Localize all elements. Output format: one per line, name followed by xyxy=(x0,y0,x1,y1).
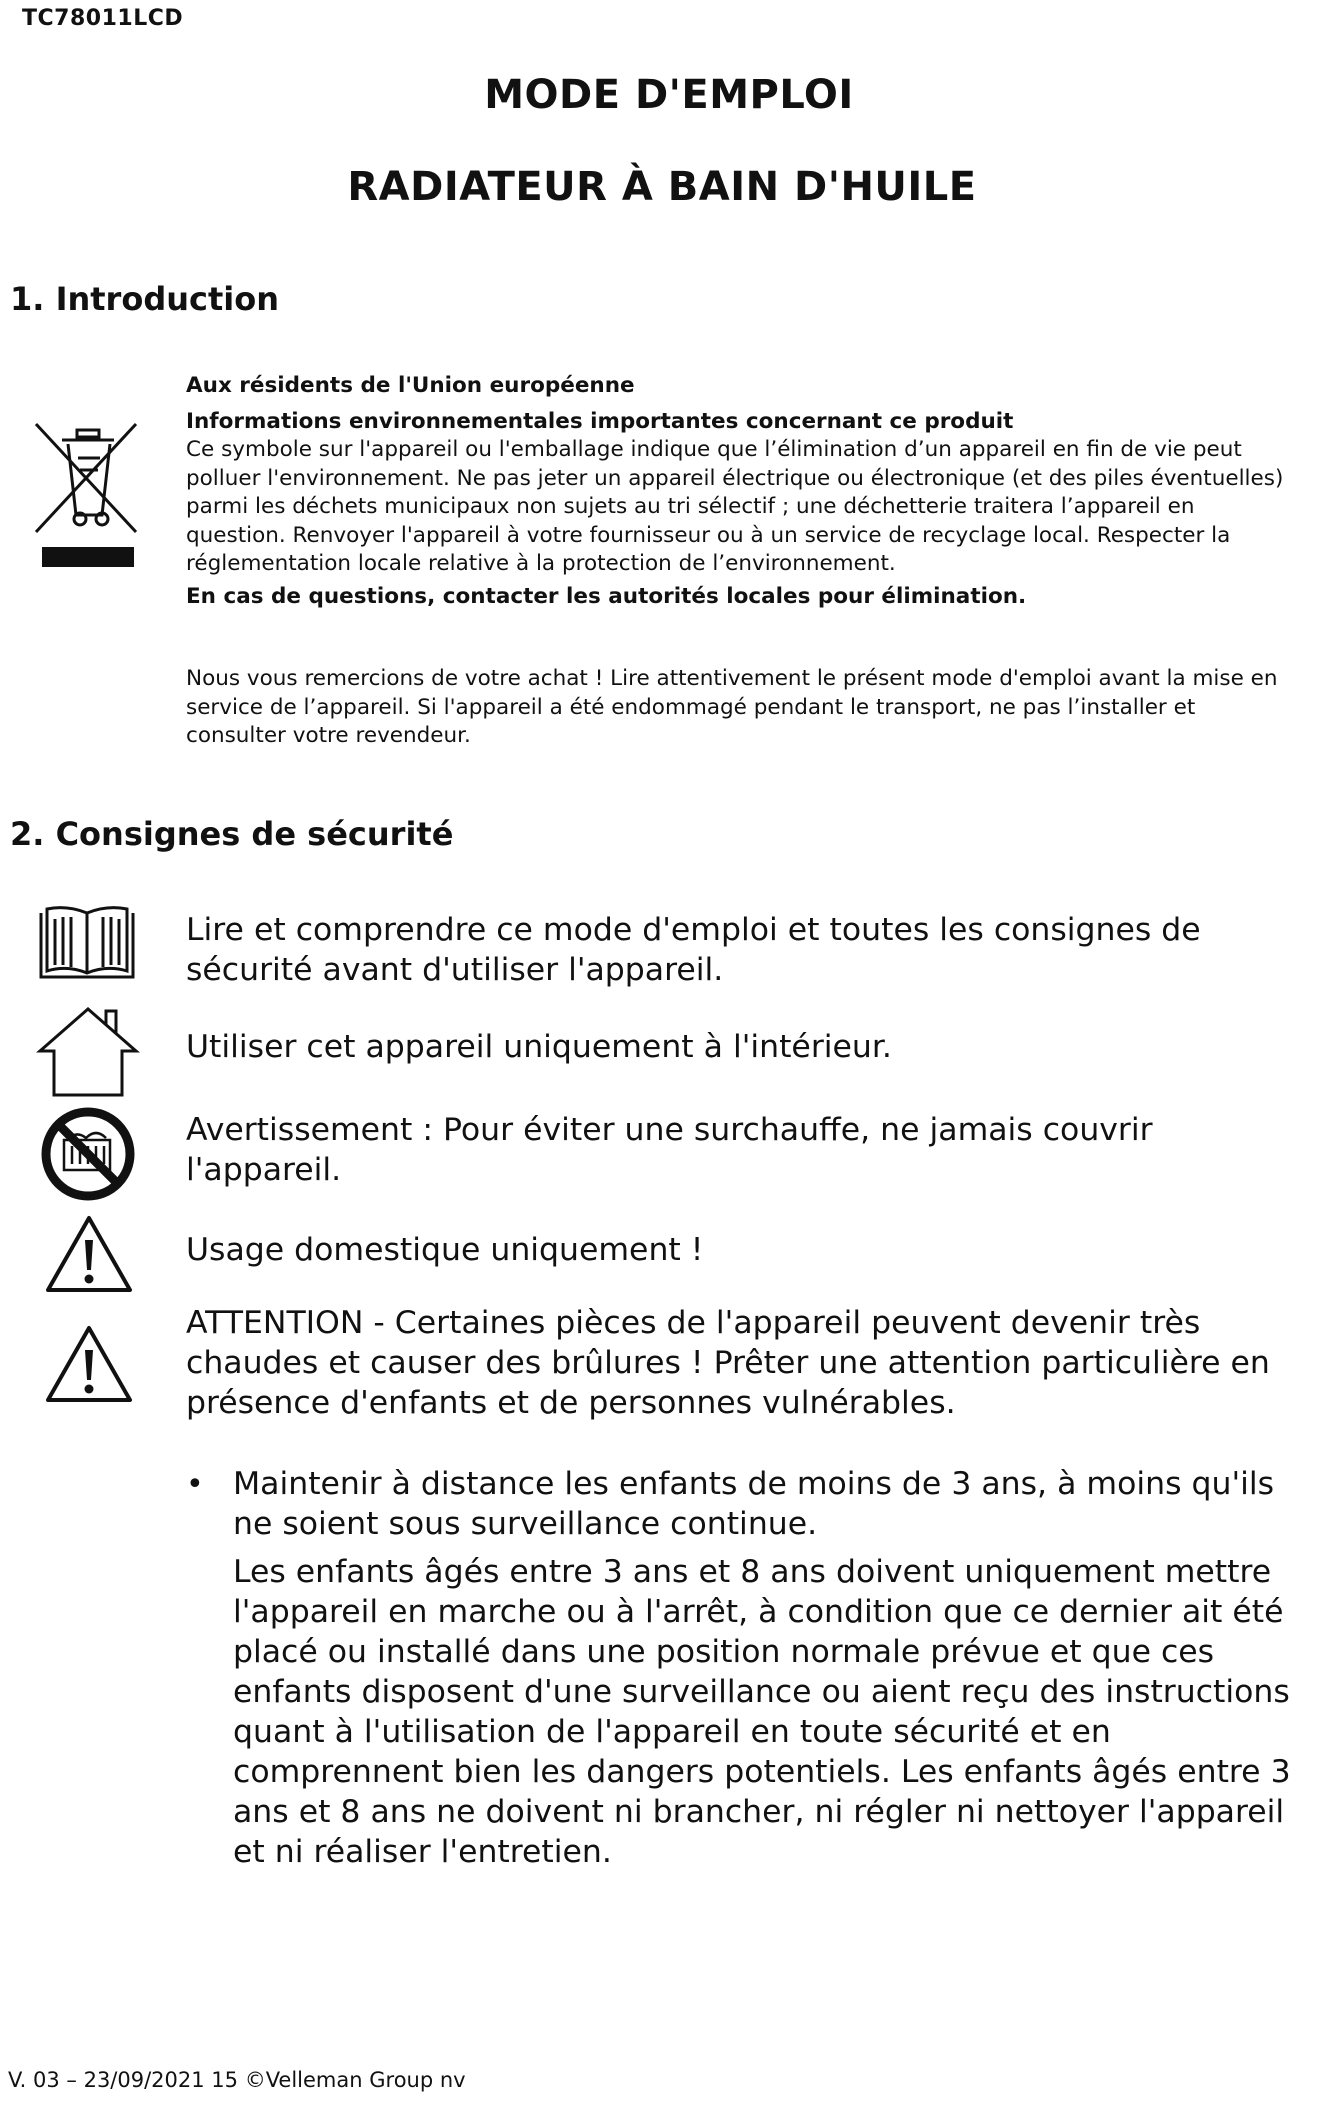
do-not-cover-icon xyxy=(40,1106,136,1202)
environmental-info-text: Ce symbole sur l'appareil ou l'emballage indique que l’élimination d’un appareil en fin de vie peut polluer l'environnement. Ne pas jeter un appareil électrique ou électronique (et des piles éventuelles) parmi les déchets municipaux non sujets au tri sélectif ; une déchetterie traitera l’appareil en question. Renvoyer l'appareil à votre fournisseur ou à un service de recyclage local. Respecter la réglementation locale relative à la protection de l’environnement. xyxy=(186,437,1284,576)
contact-authorities-text: En cas de questions, contacter les autorités locales pour élimination. xyxy=(186,583,1027,609)
weee-notice xyxy=(186,372,1296,611)
safety-note-indoor-use: Utiliser cet appareil uniquement à l'intérieur. xyxy=(186,1029,892,1065)
bullet-marker: • xyxy=(186,1467,204,1502)
section-heading-safety: 2. Consignes de sécurité xyxy=(10,815,454,853)
safety-note-hot-parts: ATTENTION - Certaines pièces de l'appareil peuvent devenir très chaudes et causer des brûlures ! Prêter une attention particulière en présence d'enfants et de personnes vulnérables. xyxy=(186,1305,1270,1421)
safety-note-domestic-use: Usage domestique uniquement ! xyxy=(186,1232,704,1268)
environmental-info-heading: Informations environnementales importantes concernant ce produit xyxy=(186,408,1014,434)
children-under-3-text: Maintenir à distance les enfants de moins de 3 ans, à moins qu'ils ne soient sous surveillance continue. xyxy=(233,1466,1275,1542)
document-subtitle: RADIATEUR À BAIN D'HUILE xyxy=(347,164,977,210)
manual-book-icon xyxy=(37,905,137,983)
warning-triangle-icon xyxy=(44,1324,134,1404)
thanks-paragraph: Nous vous remercions de votre achat ! Lire attentivement le présent mode d'emploi avant la mise en service de l’appareil. Si l'appareil a été endommagé pendant le transport, ne pas l’installer et consulter votre revendeur. xyxy=(186,666,1278,748)
weee-bin-icon xyxy=(32,420,144,570)
safety-note-do-not-cover: Avertissement : Pour éviter une surchauffe, ne jamais couvrir l'appareil. xyxy=(186,1112,1153,1188)
children-safety-bullet xyxy=(233,1464,1323,1872)
section-heading-introduction: 1. Introduction xyxy=(10,280,279,318)
eu-residents-heading: Aux résidents de l'Union européenne xyxy=(186,373,635,398)
safety-note-read-manual: Lire et comprendre ce mode d'emploi et toutes les consignes de sécurité avant d'utiliser l'appareil. xyxy=(186,912,1201,988)
document-title: MODE D'EMPLOI xyxy=(484,72,854,118)
children-3-to-8-text: Les enfants âgés entre 3 ans et 8 ans doivent uniquement mettre l'appareil en marche ou à l'arrêt, à condition que ce dernier ait été placé ou installé dans une position normale prévue et que ces enfants disposent d'une surveillance ou aient reçu des instructions quant à l'utilisation de l'appareil en toute sécurité et en comprennent bien les dangers potentiels. Les enfants âgés entre 3 ans et 8 ans ne doivent ni brancher, ni régler ni nettoyer l'appareil et ni réaliser l'entretien. xyxy=(233,1554,1291,1870)
model-number: TC78011LCD xyxy=(22,6,184,31)
warning-triangle-icon xyxy=(44,1214,134,1294)
page-footer: V. 03 – 23/09/2021 15 ©Velleman Group nv xyxy=(8,2068,466,2092)
house-indoor-icon xyxy=(36,1005,140,1099)
